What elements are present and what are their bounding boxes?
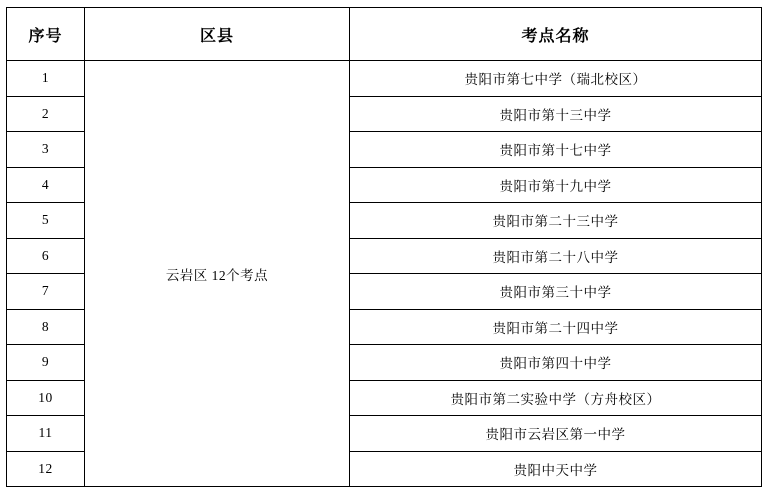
site-name: 贵阳市第三十中学: [350, 274, 762, 310]
site-name: 贵阳市第七中学（瑞北校区）: [350, 61, 762, 97]
row-index: 7: [7, 274, 85, 310]
row-index: 12: [7, 451, 85, 487]
row-index: 4: [7, 167, 85, 203]
site-name: 贵阳市第四十中学: [350, 345, 762, 381]
exam-site-table: [6, 7, 762, 487]
column-header-site-name: 考点名称: [350, 8, 762, 61]
column-header-district: 区县: [85, 8, 350, 61]
row-index: 2: [7, 96, 85, 132]
table-row: [7, 61, 762, 97]
site-name: 贵阳市第二十四中学: [350, 309, 762, 345]
site-name: 贵阳市第二十八中学: [350, 238, 762, 274]
row-index: 5: [7, 203, 85, 239]
district-cell: 云岩区 12个考点: [85, 61, 350, 487]
row-index: 6: [7, 238, 85, 274]
site-name: 贵阳市云岩区第一中学: [350, 416, 762, 452]
row-index: 1: [7, 61, 85, 97]
table-header: [7, 8, 762, 61]
site-name: 贵阳市第十三中学: [350, 96, 762, 132]
site-name: 贵阳中天中学: [350, 451, 762, 487]
table-body: [7, 61, 762, 487]
row-index: 8: [7, 309, 85, 345]
site-name: 贵阳市第十七中学: [350, 132, 762, 168]
row-index: 11: [7, 416, 85, 452]
site-name: 贵阳市第十九中学: [350, 167, 762, 203]
row-index: 10: [7, 380, 85, 416]
row-index: 3: [7, 132, 85, 168]
header-row: [7, 8, 762, 61]
row-index: 9: [7, 345, 85, 381]
site-name: 贵阳市第二实验中学（方舟校区）: [350, 380, 762, 416]
site-name: 贵阳市第二十三中学: [350, 203, 762, 239]
column-header-index: 序号: [7, 8, 85, 61]
